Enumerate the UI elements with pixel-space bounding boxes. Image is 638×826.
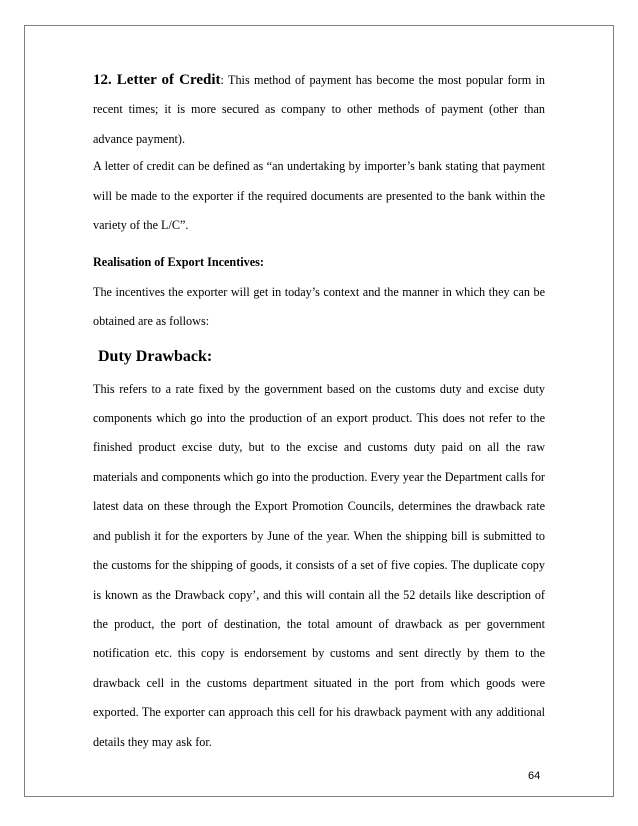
- duty-drawback-body: This refers to a rate fixed by the government based on the customs duty and excise duty components which go into the production of an export product. This does not refer to the finished product excise duty, but to the excise and customs duty paid on all the raw materials and components which go into the production. Every year the Department calls for latest data on these through the Export Promotion Councils, determines the drawback rate and publish it for the exporters by June of the year. When the shipping bill is submitted to the customs for the shipping of goods, it consists of a set of five copies. The duplicate copy is known as the Drawback copy’, and this will contain all the 52 details like description of the product, the port of destination, the total amount of drawback as per government notification etc. this copy is endorsement by customs and sent directly by them to the drawback cell in the customs department situated in the port from which goods were exported. The exporter can approach this cell for his drawback payment with any additional details they may ask for.: [93, 381, 545, 749]
- letter-of-credit-paragraph: [93, 66, 545, 154]
- duty-drawback-heading: Duty Drawback:: [98, 347, 213, 365]
- realisation-heading: Realisation of Export Incentives:: [93, 255, 264, 270]
- letter-of-credit-heading: 12. Letter of Credit: [93, 72, 221, 88]
- letter-of-credit-definition: A letter of credit can be defined as “an undertaking by importer’s bank stating that payment will be made to the exporter if the required documents are presented to the bank within the variety of the L/C”.: [93, 159, 545, 233]
- realisation-body: The incentives the exporter will get in today’s context and the manner in which they can be obtained are as follows:: [93, 284, 545, 329]
- letter-of-credit-intro: : This method of payment has become the most popular form in recent times; it is more secured as company to other methods of payment (other than advance payment).: [93, 73, 546, 146]
- page-content: [93, 66, 545, 757]
- page-number: 64: [528, 770, 541, 782]
